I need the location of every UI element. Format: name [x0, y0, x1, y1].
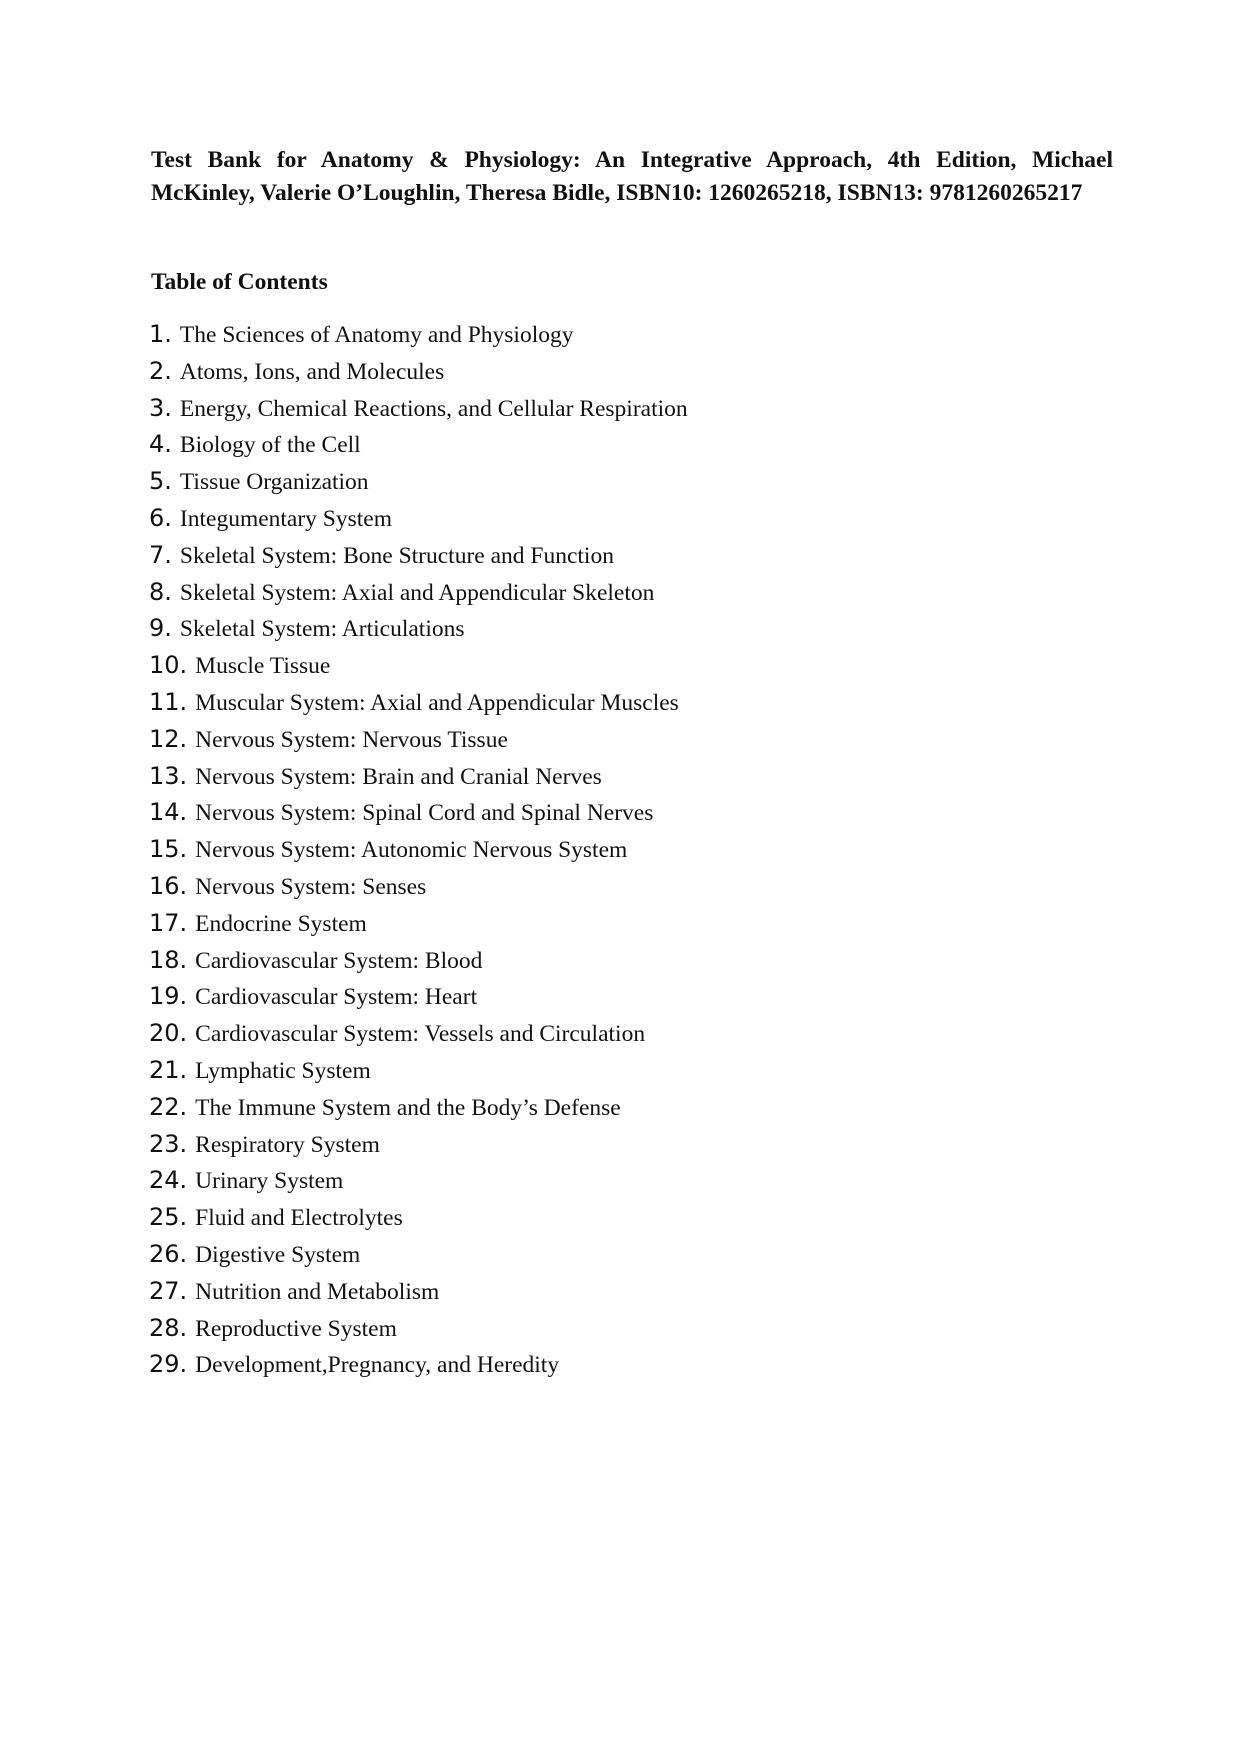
- toc-item: [149, 1130, 688, 1167]
- toc-item-number: 20.: [149, 1019, 188, 1048]
- toc-item: [149, 1314, 688, 1351]
- toc-item-number: 21.: [149, 1055, 188, 1084]
- toc-item-number: 5.: [149, 467, 172, 496]
- toc-item: [149, 320, 688, 357]
- toc-item: [149, 614, 688, 651]
- toc-item: [149, 1277, 688, 1314]
- toc-item-title: Cardiovascular System: Blood: [195, 947, 483, 974]
- toc-item-number: 12.: [149, 724, 188, 753]
- toc-item: [149, 541, 688, 578]
- toc-item-number: 22.: [149, 1092, 188, 1121]
- toc-item-number: 25.: [149, 1203, 188, 1232]
- toc-item-title: Nervous System: Nervous Tissue: [195, 726, 508, 753]
- toc-item: [149, 798, 688, 835]
- toc-item: [149, 946, 688, 983]
- toc-item: [149, 430, 688, 467]
- toc-item-title: The Sciences of Anatomy and Physiology: [179, 322, 574, 348]
- toc-item-number: 6.: [149, 503, 172, 532]
- toc-item-title: Skeletal System: Bone Structure and Function: [179, 542, 614, 569]
- toc-item-title: Cardiovascular System: Vessels and Circulation: [195, 1021, 646, 1048]
- toc-item: [149, 688, 688, 725]
- toc-item-title: Integumentary System: [179, 505, 393, 532]
- toc-item: [149, 394, 688, 431]
- toc-heading: Table of Contents: [151, 269, 328, 295]
- toc-item-number: 11.: [149, 687, 188, 716]
- toc-item-title: Nervous System: Autonomic Nervous System: [195, 837, 628, 864]
- toc-item: [149, 909, 688, 946]
- toc-item: [149, 725, 688, 762]
- toc-item-number: 8.: [149, 577, 172, 606]
- toc-item: [149, 1240, 688, 1277]
- toc-item-number: 28.: [149, 1313, 188, 1342]
- toc-item-title: Fluid and Electrolytes: [195, 1205, 403, 1232]
- toc-item-title: Reproductive System: [195, 1315, 397, 1342]
- toc-item-title: Muscular System: Axial and Appendicular Muscles: [195, 689, 679, 716]
- toc-item: [149, 835, 688, 872]
- toc-item: [149, 578, 688, 615]
- toc-item: [149, 1350, 688, 1387]
- toc-item-number: 10.: [149, 651, 188, 680]
- toc-item: [149, 357, 688, 394]
- toc-item-number: 17.: [149, 908, 188, 937]
- toc-item-title: Atoms, Ions, and Molecules: [179, 358, 445, 385]
- toc-item-number: 29.: [149, 1350, 188, 1379]
- toc-item-title: Urinary System: [195, 1168, 344, 1195]
- toc-item-title: Digestive System: [195, 1241, 361, 1268]
- toc-item-title: Development,Pregnancy, and Heredity: [195, 1352, 560, 1379]
- toc-item-number: 3.: [149, 393, 172, 422]
- toc-item-number: 18.: [149, 945, 188, 974]
- toc-item-number: 15.: [149, 835, 188, 864]
- toc-item: [149, 1056, 688, 1093]
- table-of-contents: [149, 320, 688, 1387]
- toc-item-title: Nervous System: Senses: [195, 873, 427, 900]
- toc-item-title: Lymphatic System: [195, 1057, 371, 1084]
- toc-item-number: 24.: [149, 1166, 188, 1195]
- toc-item-title: Energy, Chemical Reactions, and Cellular Respiration: [179, 395, 688, 422]
- toc-item-number: 27.: [149, 1276, 188, 1305]
- toc-item-title: Skeletal System: Articulations: [179, 616, 465, 643]
- toc-item: [149, 1019, 688, 1056]
- toc-item-title: Muscle Tissue: [195, 653, 331, 680]
- toc-item-title: Respiratory System: [195, 1131, 380, 1158]
- toc-item: [149, 467, 688, 504]
- toc-item-number: 26.: [149, 1239, 188, 1268]
- toc-item: [149, 872, 688, 909]
- toc-item-number: 19.: [149, 982, 188, 1011]
- toc-item-number: 16.: [149, 871, 188, 900]
- toc-item: [149, 1166, 688, 1203]
- toc-item-number: 9.: [149, 614, 172, 643]
- toc-item-title: Nervous System: Spinal Cord and Spinal Nerves: [195, 800, 654, 827]
- toc-item-number: 13.: [149, 761, 188, 790]
- toc-item-number: 7.: [149, 540, 172, 569]
- toc-item-title: Skeletal System: Axial and Appendicular Skeleton: [179, 579, 655, 606]
- toc-item-title: Cardiovascular System: Heart: [195, 984, 478, 1011]
- toc-item-number: 4.: [149, 430, 172, 459]
- toc-item: [149, 651, 688, 688]
- document-title: Test Bank for Anatomy & Physiology: An Integrative Approach, 4th Edition, Michael McKinley, Valerie O’Loughlin, Theresa Bidle, ISBN10: 1260265218, ISBN13: 9781260265217: [151, 147, 1113, 206]
- toc-item-title: Nutrition and Metabolism: [195, 1278, 440, 1305]
- toc-item-title: Tissue Organization: [179, 469, 369, 496]
- toc-item: [149, 1093, 688, 1130]
- toc-item: [149, 1203, 688, 1240]
- toc-item: [149, 504, 688, 541]
- toc-item-title: Nervous System: Brain and Cranial Nerves: [195, 763, 602, 790]
- toc-item-number: 23.: [149, 1129, 188, 1158]
- toc-item-title: Biology of the Cell: [179, 432, 361, 459]
- toc-item: [149, 762, 688, 799]
- toc-item-title: The Immune System and the Body’s Defense: [195, 1094, 621, 1121]
- toc-item-title: Endocrine System: [195, 910, 367, 937]
- toc-item-number: 14.: [149, 798, 188, 827]
- toc-item: [149, 982, 688, 1019]
- toc-item-number: 2.: [149, 356, 172, 385]
- toc-item-number: 1.: [149, 320, 172, 348]
